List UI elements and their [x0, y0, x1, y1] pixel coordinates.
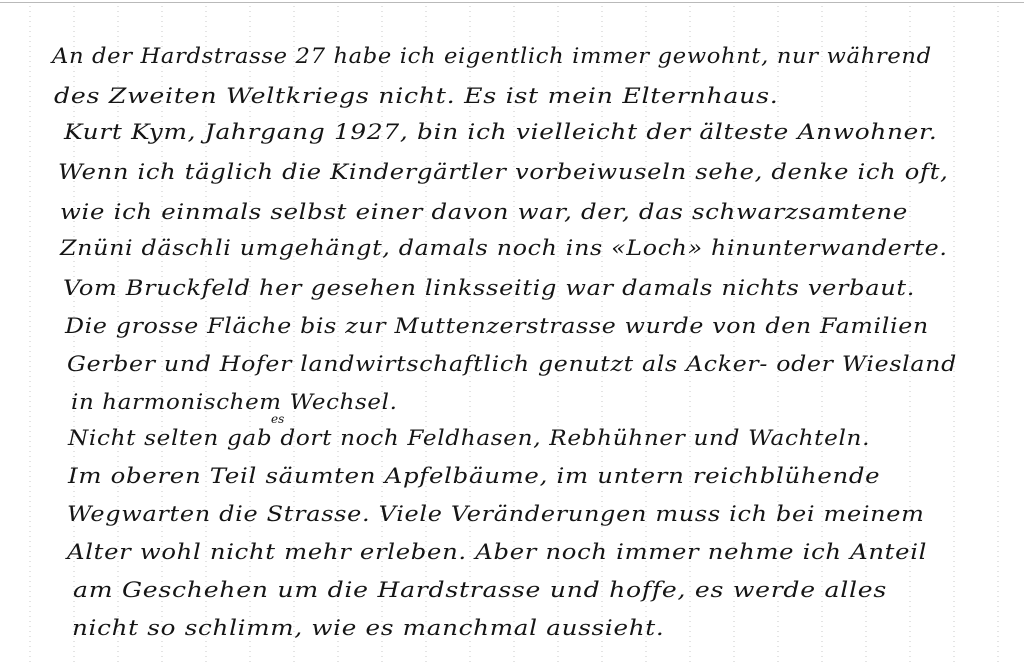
text-line-13: Wegwarten die Strasse. Viele Veränderungen muss ich bei meinem [67, 502, 925, 526]
text-line-5: wie ich einmals selbst einer davon war, der, das schwarzsamtene [60, 200, 908, 224]
text-line-2: des Zweiten Weltkriegs nicht. Es ist mein Elternhaus. [54, 84, 779, 108]
text-line-9: Gerber und Hofer landwirtschaftlich genutzt als Acker- oder Wiesland [67, 352, 957, 376]
text-line-10: in harmonischem Wechsel. [71, 390, 398, 414]
text-line-14: Alter wohl nicht mehr erleben. Aber noch immer nehme ich Anteil [67, 540, 928, 564]
text-line-12: Im oberen Teil säumten Apfelbäume, im untern reichblühende [68, 464, 881, 488]
insertion-mark: es [271, 412, 285, 426]
text-line-15: am Geschehen um die Hardstrasse und hoffe, es werde alles [73, 578, 887, 602]
text-line-7: Vom Bruckfeld her gesehen linksseitig war damals nichts verbaut. [63, 276, 916, 300]
text-line-16: nicht so schlimm, wie es manchmal aussieht. [72, 616, 665, 640]
text-line-4: Wenn ich täglich die Kindergärtler vorbeiwuseln sehe, denke ich oft, [58, 160, 949, 184]
text-line-11: Nicht selten gab dort noch Feldhasen, Rebhühner und Wachteln. [68, 426, 871, 450]
text-line-3: Kurt Kym, Jahrgang 1927, bin ich vielleicht der älteste Anwohner. [64, 120, 938, 144]
text-line-6: Znüni däschli umgehängt, damals noch ins «Loch» hinunterwanderte. [60, 236, 948, 260]
text-line-1: An der Hardstrasse 27 habe ich eigentlich immer gewohnt, nur während [52, 44, 932, 68]
text-line-8: Die grosse Fläche bis zur Muttenzerstrasse wurde von den Familien [65, 314, 929, 338]
